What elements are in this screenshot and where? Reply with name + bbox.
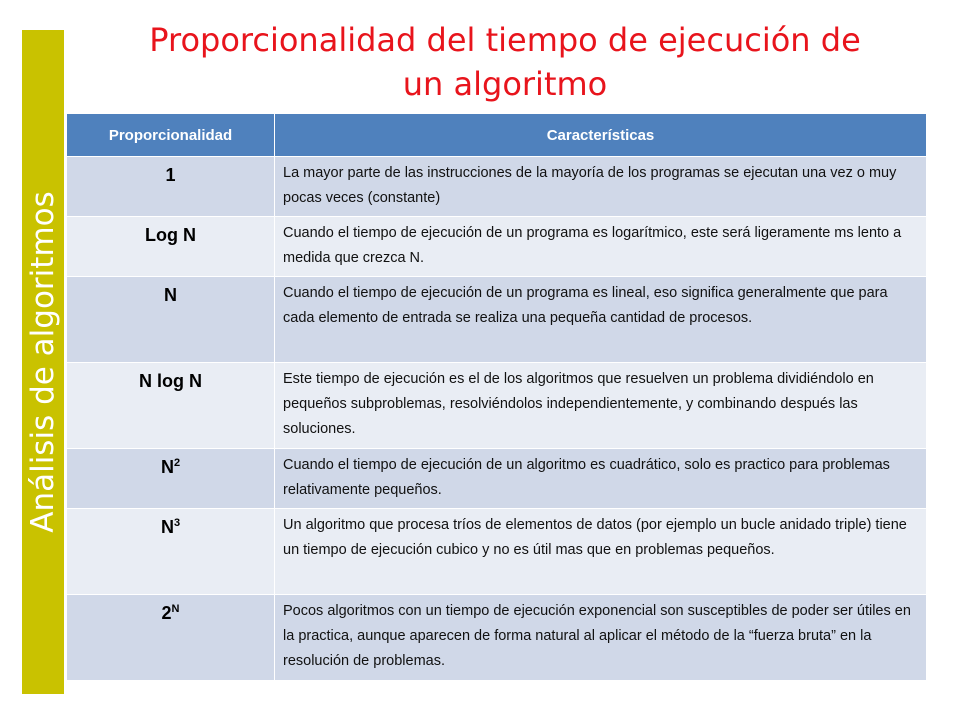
order-base: N log N [139,371,202,391]
characteristics-cell: Pocos algoritmos con un tiempo de ejecución exponencial son susceptibles de poder ser útiles en la practica, aunque aparecen de forma natural al aplicar el método de la “fuerza bruta” en la resolución de problemas. [275,595,927,681]
characteristics-cell: Un algoritmo que procesa tríos de elementos de datos (por ejemplo un bucle anidado triple) tiene un tiempo de ejecución cubico y no es útil mas que en problemas pequeños. [275,509,927,595]
proportionality-cell [67,363,275,449]
proportionality-cell [67,277,275,363]
proportionality-cell [67,509,275,595]
characteristics-cell: Este tiempo de ejecución es el de los algoritmos que resuelven un problema dividiéndolo en pequeños subproblemas, resolviéndolos independientemente, y combinando después las soluciones. [275,363,927,449]
characteristics-cell: La mayor parte de las instrucciones de la mayoría de los programas se ejecutan una vez o muy pocas veces (constante) [275,157,927,217]
characteristics-cell: Cuando el tiempo de ejecución de un programa es logarítmico, este será ligeramente ms lento a medida que crezca N. [275,217,927,277]
table-row [67,217,927,277]
table-header-row [67,114,927,157]
table-row [67,363,927,449]
table-row [67,509,927,595]
proportionality-cell [67,449,275,509]
order-base: 1 [165,165,176,185]
order-base: Log N [145,225,196,245]
proportionality-table [66,113,927,681]
proportionality-cell [67,217,275,277]
title-line-1: Proporcionalidad del tiempo de ejecución de [149,21,861,59]
characteristics-cell: Cuando el tiempo de ejecución de un programa es lineal, eso significa generalmente que para cada elemento de entrada se realiza una pequeña cantidad de procesos. [275,277,927,363]
sidebar-label: Análisis de algoritmos [25,191,61,533]
order-exponent: 2 [173,457,181,469]
order-exponent: 3 [173,517,181,529]
order-base: N [160,457,174,477]
table-row [67,595,927,681]
order-base: 2 [161,603,172,623]
order-exponent: N [171,603,180,615]
table-row [67,277,927,363]
proportionality-cell [67,157,275,217]
proportionality-cell [67,595,275,681]
order-base: N [164,285,177,305]
characteristics-cell: Cuando el tiempo de ejecución de un algoritmo es cuadrático, solo es practico para problemas relativamente pequeños. [275,449,927,509]
header-proporcionalidad: Proporcionalidad [67,114,275,157]
table-row [67,449,927,509]
header-caracteristicas: Características [275,114,927,157]
slide-title [70,18,940,106]
title-line-2: un algoritmo [402,65,608,103]
order-base: N [160,517,174,537]
table-row [67,157,927,217]
